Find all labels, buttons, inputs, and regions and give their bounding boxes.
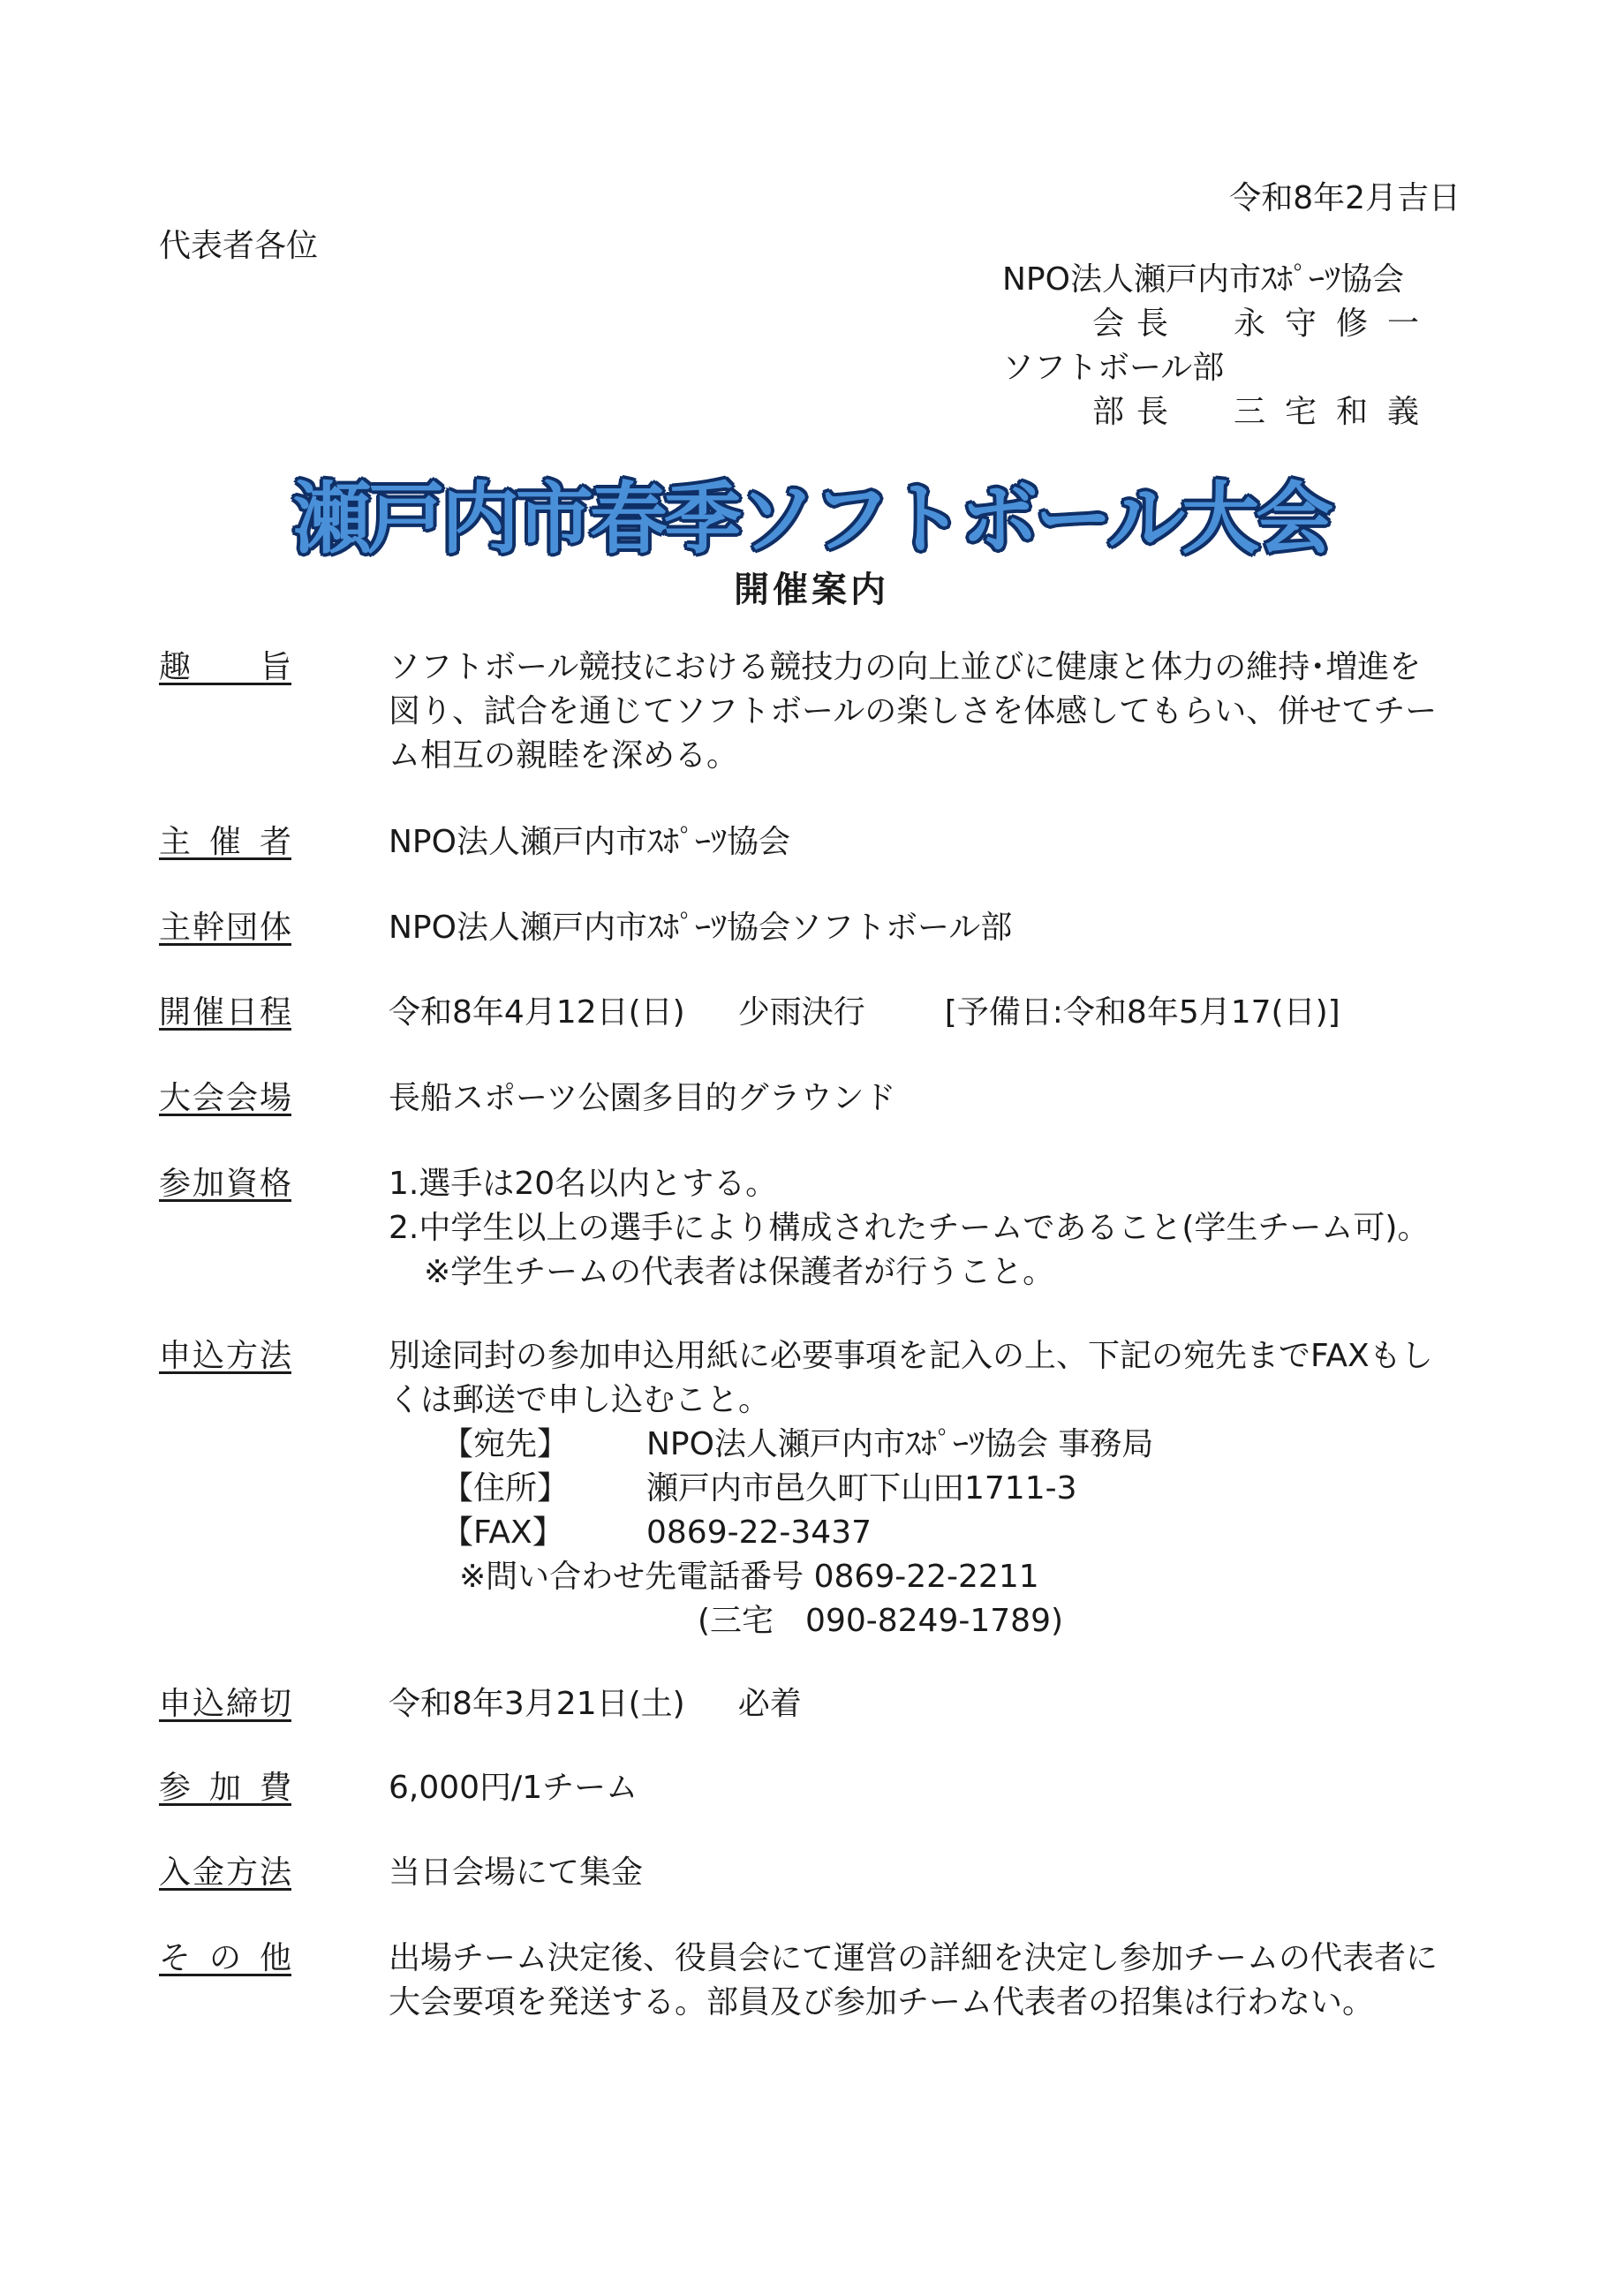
addressee: 代表者各位 [159,228,319,264]
org-head-row [1002,302,1438,346]
section-label: 申込方法 [159,1338,291,1374]
address-key: 【住所】 [442,1470,570,1507]
section-label: 参加資格 [159,1166,291,1202]
section-body [389,1334,1479,1643]
section-purpose [159,646,1438,774]
section-label: 申込締切 [159,1686,291,1722]
section-payment [159,1851,644,1895]
section-label: 主幹団体 [159,910,291,946]
phone-alt: (三宅 090-8249-1789) [698,1603,1064,1639]
event-date: 令和8年4月12日(日) [389,994,685,1031]
section-fee [159,1766,638,1810]
section-label: 入金方法 [159,1854,291,1891]
body-line: 当日会場にて集金 [389,1854,644,1891]
section-host [159,906,1013,950]
dest-value: NPO法人瀬戸内市ｽﾎﾟｰﾂ協会 事務局 [646,1426,1154,1462]
dept-role: 部長 [1092,394,1181,430]
section-body [389,1076,1479,1121]
section-label: その他 [159,1940,291,1976]
section-other [159,1937,1438,2020]
body-line: 別途同封の参加申込用紙に必要事項を記入の上、下記の宛先までFAXもし [389,1338,1433,1374]
section-organizer [159,820,790,865]
body-line: 2.中学生以上の選手により構成されたチームであること(学生チーム可)。 [389,1210,1430,1246]
body-line: ム相互の親睦を深める。 [389,737,739,774]
body-line: 図り、試合を通じてソフトボールの楽しさを体感してもらい、併せてチー [389,693,1438,729]
section-label: 主催者 [159,824,291,860]
dest-key: 【宛先】 [442,1426,570,1462]
section-label: 大会会場 [159,1080,291,1116]
reserve-date: [予備日:令和8年5月17(日)] [944,994,1340,1031]
rain-note: 少雨決行 [737,994,865,1031]
section-schedule [159,991,1340,1035]
phone-note: ※問い合わせ先電話番号 0869-22-2211 [459,1559,1039,1595]
event-title: 瀬戸内市春季ソフトボール大会 [292,473,1331,564]
body-line: 長船スポーツ公園多目的グラウンド [389,1080,896,1116]
section-body [389,646,1479,778]
body-line: NPO法人瀬戸内市ｽﾎﾟｰﾂ協会ソフトボール部 [389,910,1013,946]
org-name: NPO法人瀬戸内市ｽﾎﾟｰﾂ協会 [1002,261,1404,298]
fax-row [389,1511,1479,1555]
org-role: 会長 [1092,306,1181,342]
section-body [389,991,1479,1035]
body-line: 1.選手は20名以内とする。 [389,1166,778,1202]
section-apply [159,1334,1433,1639]
section-body [389,906,1479,950]
fax-value: 0869-22-3437 [646,1514,872,1551]
org-person: 永守修一 [1234,306,1439,342]
dept-person: 三宅和義 [1234,394,1439,430]
section-body [389,1851,1479,1895]
fax-key: 【FAX】 [442,1514,564,1551]
section-body [389,1766,1479,1810]
section-label: 参加費 [159,1770,291,1806]
dept-head-row [1002,390,1438,434]
issue-date: 令和8年2月吉日 [1229,180,1461,216]
deadline-date: 令和8年3月21日(土) [389,1686,685,1722]
section-deadline [159,1682,802,1726]
dest-row [389,1423,1479,1467]
body-line: 出場チーム決定後、役員会にて運営の詳細を決定し参加チームの代表者に [389,1940,1438,1976]
section-eligibility [159,1162,1430,1290]
body-line: くは郵送で申し込むこと。 [389,1382,771,1418]
body-line: ※学生チームの代表者は保護者が行うこと。 [424,1254,1055,1290]
section-venue [159,1076,896,1121]
section-body [389,820,1479,865]
sender-block [1002,258,1438,434]
body-line: ソフトボール競技における競技力の向上並びに健康と体力の維持･増進を [389,649,1422,685]
section-label: 開催日程 [159,994,291,1031]
section-body [389,1937,1479,2025]
address-row [389,1467,1479,1511]
section-body [389,1162,1479,1295]
section-body [389,1682,1479,1726]
body-line [389,1682,1479,1726]
body-line: 6,000円/1チーム [389,1770,638,1806]
dept-name: ソフトボール部 [1002,350,1225,386]
body-line: NPO法人瀬戸内市ｽﾎﾟｰﾂ協会 [389,824,790,860]
deadline-note: 必着 [737,1686,802,1722]
body-line [389,991,1479,1035]
address-value: 瀬戸内市邑久町下山田1711-3 [646,1470,1077,1507]
section-label: 趣 旨 [159,649,291,685]
event-subtitle: 開催案内 [734,570,889,610]
body-line: 大会要項を発送する。部員及び参加チーム代表者の招集は行わない。 [389,1984,1375,2020]
